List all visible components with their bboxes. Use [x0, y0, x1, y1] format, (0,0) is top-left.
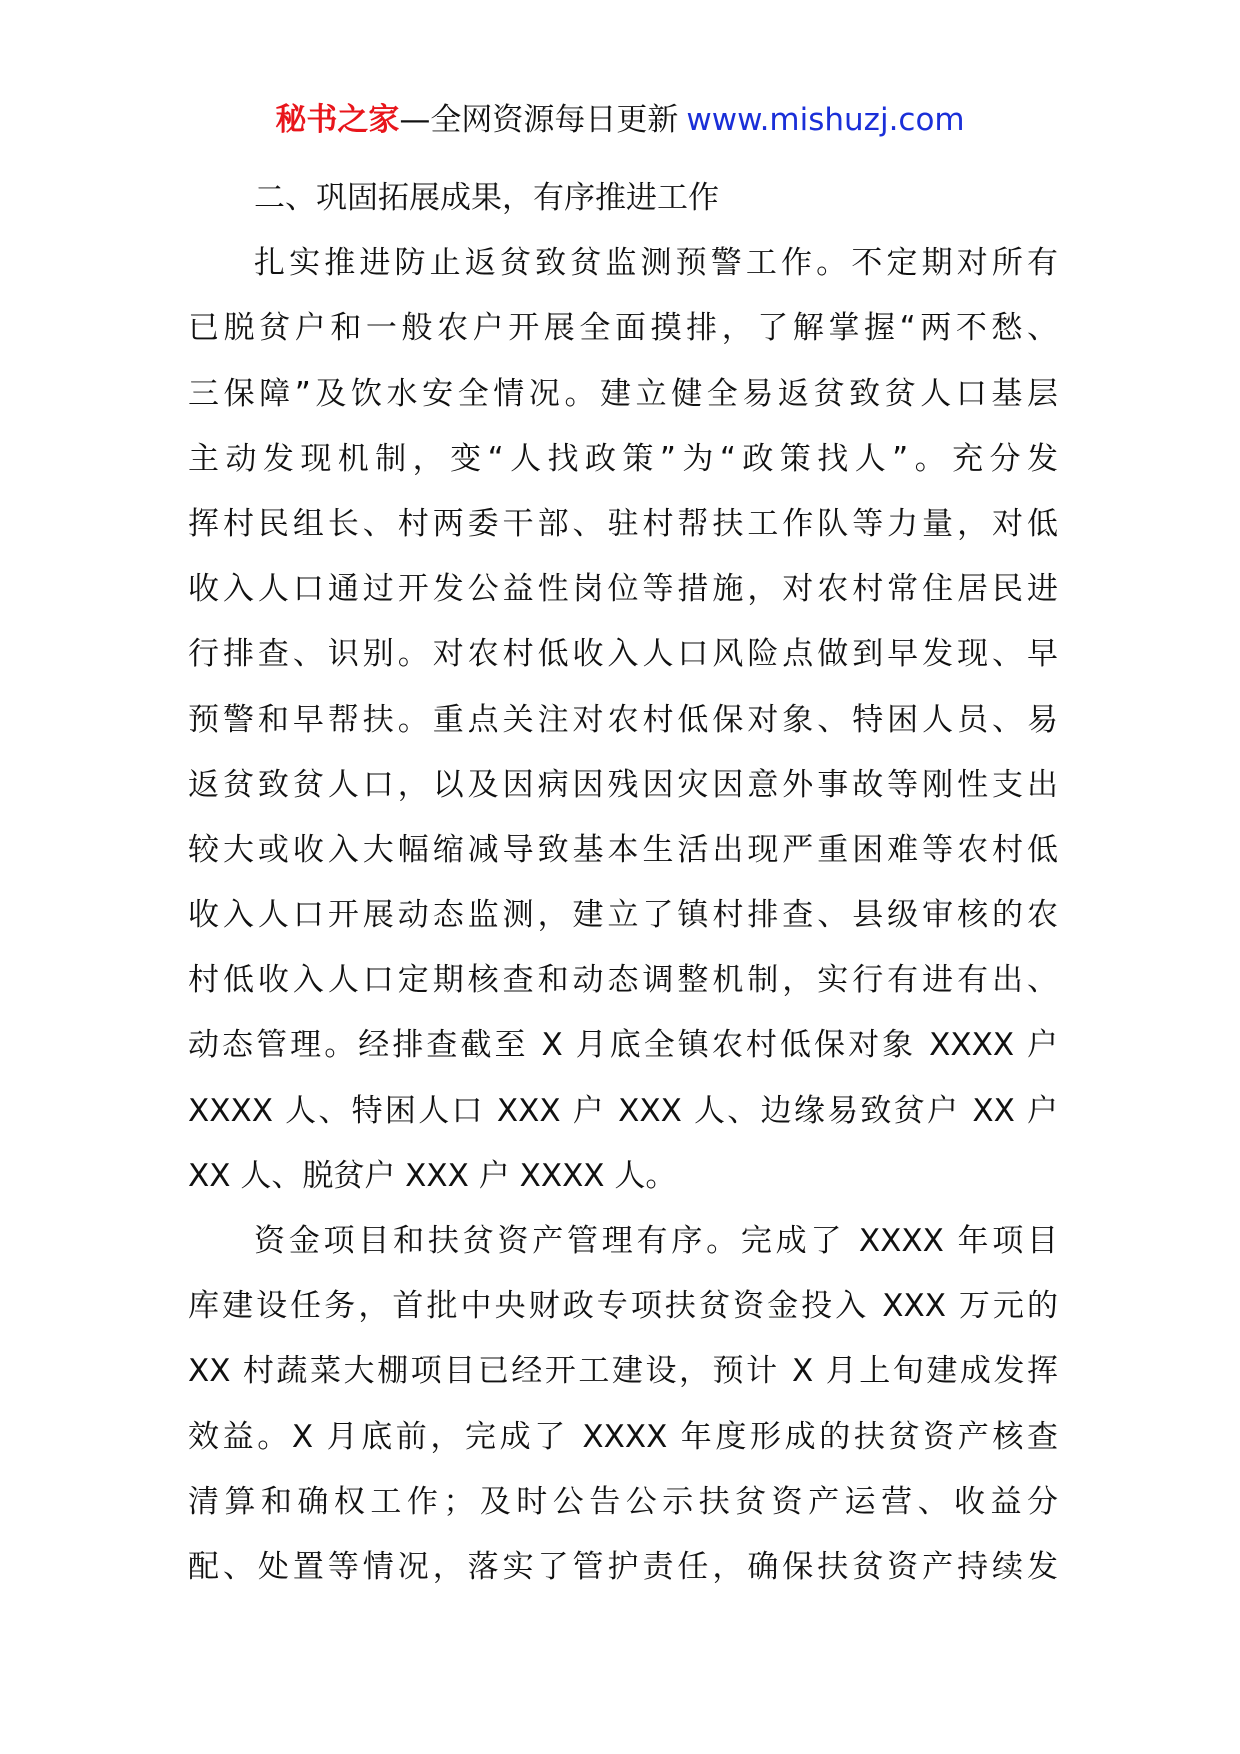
paragraph-line: 预警和早帮扶。重点关注对农村低保对象、特困人员、易 [188, 701, 1058, 738]
document-body [188, 166, 1058, 1600]
section-heading: 二、巩固拓展成果，有序推进工作 [254, 180, 719, 216]
paragraph-line: 较大或收入大幅缩减导致基本生活出现严重困难等农村低 [188, 831, 1058, 868]
paragraph-line: 三保障”及饮水安全情况。建立健全易返贫致贫人口基层 [188, 375, 1058, 412]
paragraph-line: 收入人口通过开发公益性岗位等措施，对农村常住居民进 [188, 571, 1058, 608]
paragraph-line: XXXX 人、特困人口 XXX 户 XXX 人、边缘易致贫户 XX 户 [188, 1092, 1058, 1129]
paragraph-line: 主动发现机制，变“人找政策”为“政策找人”。充分发 [188, 440, 1058, 477]
paragraph-line: 行排查、识别。对农村低收入人口风险点做到早发现、早 [188, 636, 1058, 673]
paragraph-line: 村低收入人口定期核查和动态调整机制，实行有进有出、 [188, 962, 1058, 999]
paragraph-line: 收入人口开展动态监测，建立了镇村排查、县级审核的农 [188, 897, 1058, 934]
page-header [0, 100, 1240, 140]
paragraph-line: 资金项目和扶贫资产管理有序。完成了 XXXX 年项目 [254, 1223, 1058, 1259]
brand-name: 秘书之家 [275, 102, 400, 138]
paragraph-line: 动态管理。经排查截至 X 月底全镇农村低保对象 XXXX 户 [188, 1027, 1058, 1064]
paragraph-line: 返贫致贫人口，以及因病因残因灾因意外事故等刚性支出 [188, 766, 1058, 803]
paragraph-line: 效益。X 月底前，完成了 XXXX 年度形成的扶贫资产核查 [188, 1418, 1058, 1455]
paragraph-line: XX 人、脱贫户 XXX 户 XXXX 人。 [188, 1157, 677, 1194]
paragraph-line: 挥村民组长、村两委干部、驻村帮扶工作队等力量，对低 [188, 505, 1058, 542]
paragraph-line: 清算和确权工作；及时公告公示扶贫资产运营、收益分 [188, 1483, 1058, 1520]
website-link[interactable]: www.mishuzj.com [686, 102, 965, 138]
paragraph-line: XX 村蔬菜大棚项目已经开工建设，预计 X 月上旬建成发挥 [188, 1353, 1058, 1390]
paragraph-line: 库建设任务，首批中央财政专项扶贫资金投入 XXX 万元的 [188, 1288, 1058, 1325]
paragraph-line: 扎实推进防止返贫致贫监测预警工作。不定期对所有 [254, 245, 1058, 282]
brand-slogan: —全网资源每日更新 [399, 102, 679, 138]
paragraph-line: 已脱贫户和一般农户开展全面摸排，了解掌握“两不愁、 [188, 310, 1058, 347]
paragraph-line: 配、处置等情况，落实了管护责任，确保扶贫资产持续发 [188, 1548, 1058, 1585]
